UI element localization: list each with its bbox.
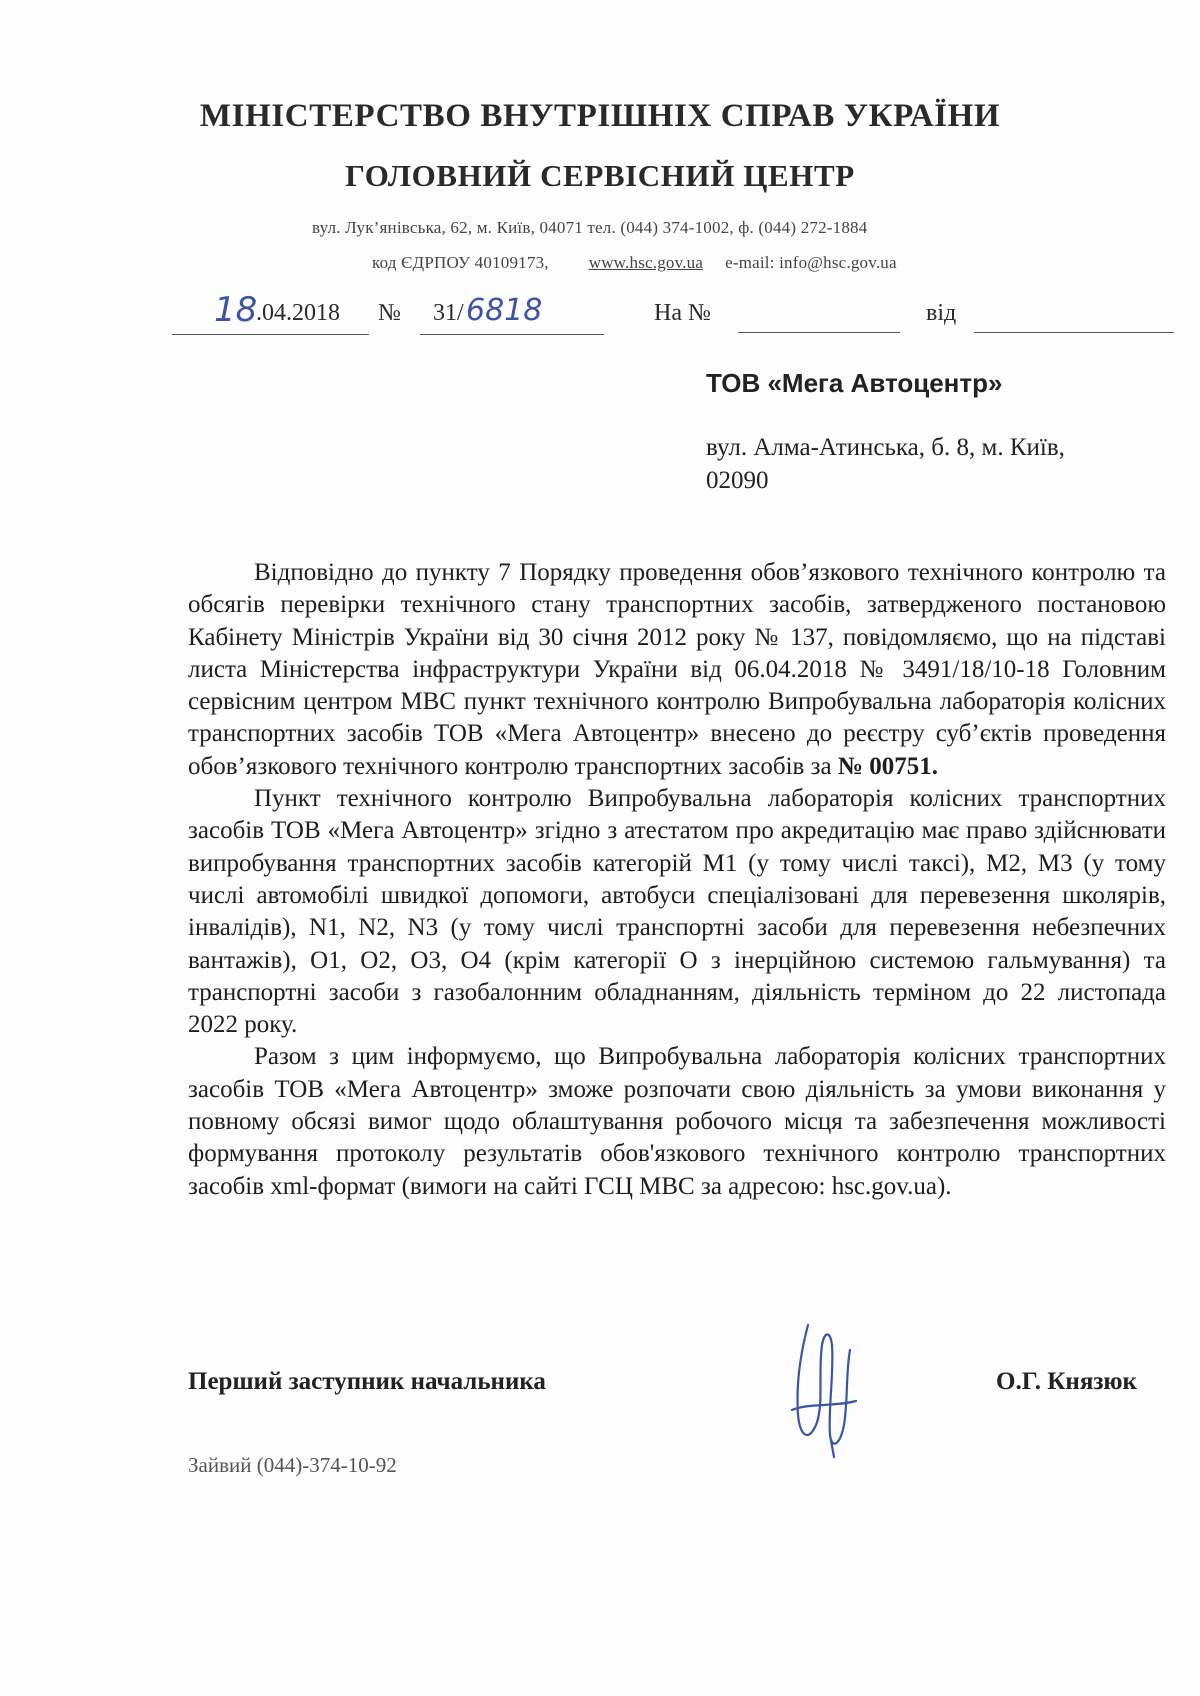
number-label: №	[378, 300, 401, 326]
service-center-title: ГОЛОВНИЙ СЕРВІСНИЙ ЦЕНТР	[345, 158, 855, 193]
signatory-title: Перший заступник начальника	[188, 1368, 546, 1395]
paragraph-1-text: Відповідно до пункту 7 Порядку проведення обов’язкового технічного контролю та обсягів перевірки технічного стану транспортних засобів, затвердженого постановою Кабінету Міністрів України від 30 січня 2012 року № 137, повідомляємо, що на підставі листа Міністерства інфраструктури України від 06.04.2018 № 3491/18/10-18 Головним сервісним центром МВС пункт технічного контролю Випробувальна лабораторія колісних транспортних засобів ТОВ «Мега Автоцентр» внесено до реєстру суб’єктів проведення обов’язкового технічного контролю транспортних засобів за	[188, 559, 1166, 780]
paragraph-1	[188, 557, 1166, 783]
letterhead-address: вул. Лук’янівська, 62, м. Київ, 04071 тел. (044) 374-1002, ф. (044) 272-1884	[312, 218, 868, 237]
date-underline	[172, 334, 369, 335]
recipient-address: вул. Алма-Атинська, б. 8, м. Київ, 02090	[706, 434, 1065, 494]
reply-date-underline	[974, 332, 1174, 333]
letterhead-contacts	[372, 253, 897, 273]
recipient-name: ТОВ «Мега Автоцентр»	[706, 368, 1003, 398]
date-month-year: .04.2018	[256, 300, 340, 326]
paragraph-3: Разом з цим інформуємо, що Випробувальна лабораторія колісних транспортних засобів ТОВ «Мега Автоцентр» зможе розпочати свою діяльність за умови виконання у повному обсязі вимог щодо облаштування робочого місця та забезпечення можливості формування протоколу результатів обов'язкового технічного контролю транспортних засобів xml-формат (вимоги на сайті ГСЦ МВС за адресою: hsc.gov.ua).	[188, 1043, 1166, 1200]
date-day-handwritten: 18	[214, 290, 258, 330]
reply-number-label: На №	[654, 300, 711, 326]
edrpou-code: код ЄДРПОУ 40109173,	[372, 253, 549, 272]
email-address: e-mail: info@hsc.gov.ua	[725, 253, 897, 272]
handwritten-signature	[778, 1315, 868, 1465]
number-prefix: 31/	[433, 300, 464, 326]
reply-date-label: від	[926, 300, 957, 326]
paragraph-2: Пункт технічного контролю Випробувальна лабораторія колісних транспортних засобів ТОВ «Мега Автоцентр» згідно з атестатом про акредитацію має право здійснювати випробування транспортних засобів категорій М1 (у тому числі таксі), М2, М3 (у тому числі автомобілі швидкої допомоги, автобуси спеціалізовані для перевезення школярів, інвалідів), N1, N2, N3 (у тому числі транспортні засоби для перевезення небезпечних вантажів), O1, O2, O3, O4 (крім категорії О з інерційною системою гальмування) та транспортні засоби з газобалонним обладнанням, діяльність терміном до 22 листопада 2022 року.	[188, 785, 1166, 1039]
registry-number: № 00751.	[837, 752, 938, 780]
ministry-title: МІНІСТЕРСТВО ВНУТРІШНІХ СПРАВ УКРАЇНИ	[199, 98, 1001, 134]
executor-contact: Зайвий (044)-374-10-92	[188, 1453, 397, 1477]
website-link[interactable]: www.hsc.gov.ua	[588, 253, 704, 272]
signatory-name: О.Г. Князюк	[996, 1368, 1137, 1395]
letter-body	[188, 557, 1166, 1203]
number-underline	[420, 334, 604, 335]
reply-number-underline	[738, 332, 900, 333]
number-handwritten: 6818	[466, 293, 543, 328]
